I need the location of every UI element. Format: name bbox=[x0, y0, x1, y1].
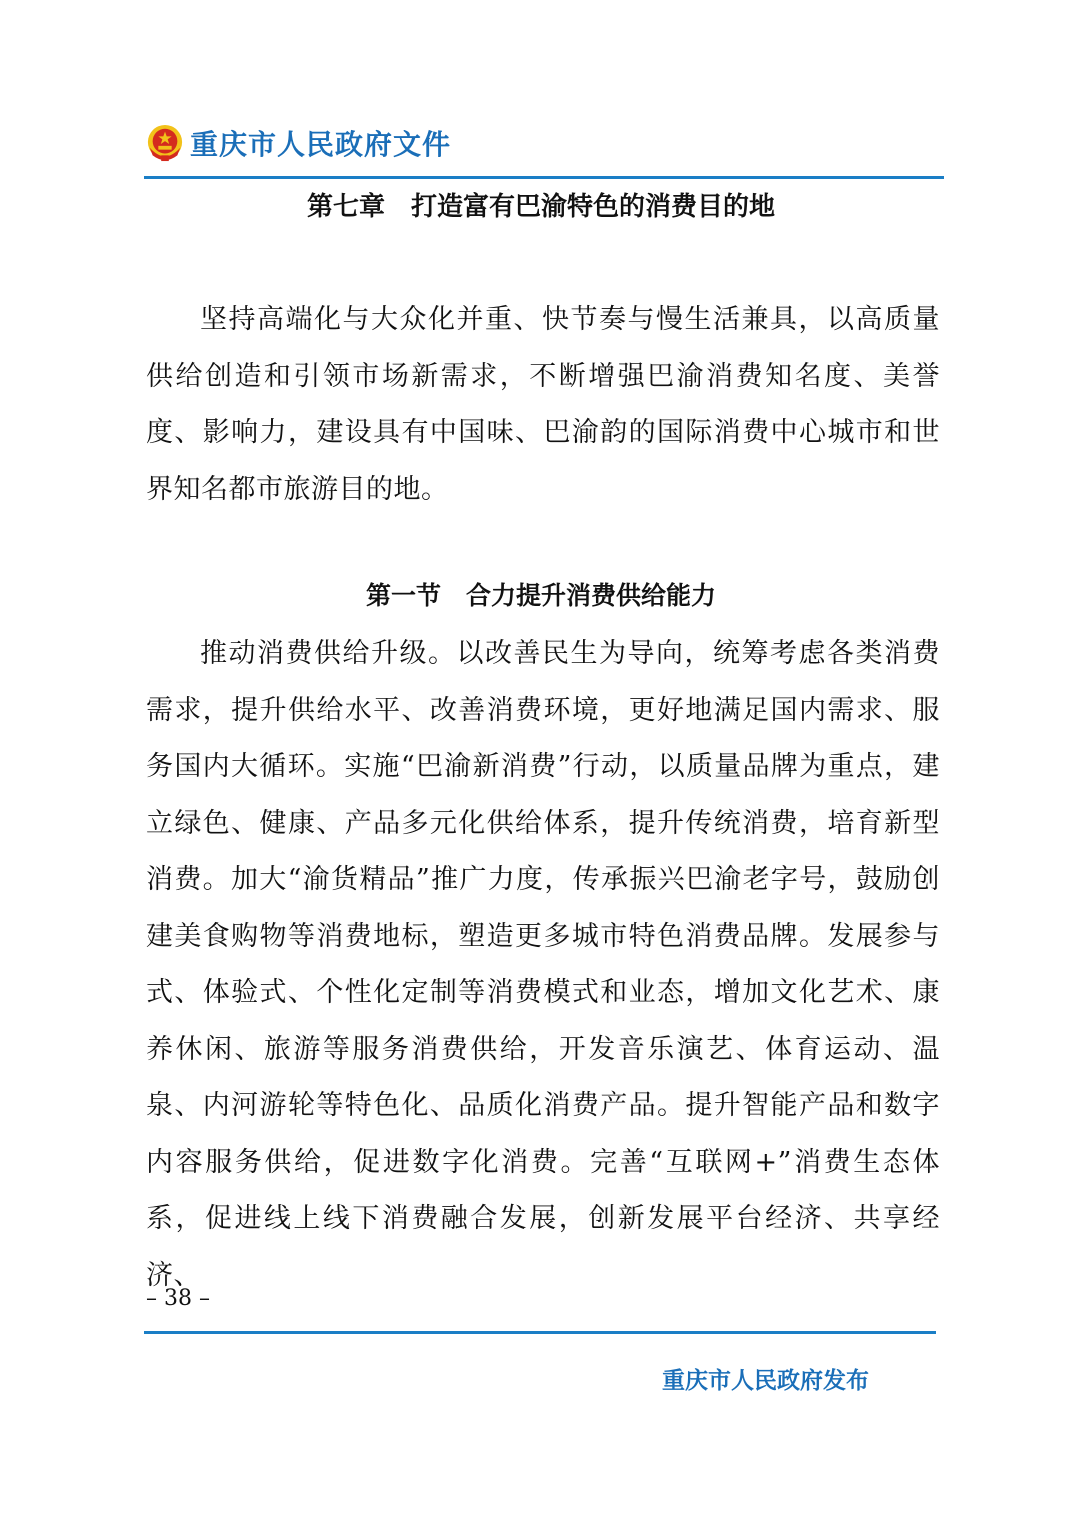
header-title: 重庆市人民政府文件 bbox=[190, 128, 452, 161]
footer-divider bbox=[144, 1331, 936, 1334]
national-emblem-icon bbox=[146, 123, 184, 163]
page-number: – 38 – bbox=[146, 1286, 210, 1311]
chapter-title: 第七章 打造富有巴渝特色的消费目的地 bbox=[306, 192, 775, 222]
document-header bbox=[146, 120, 451, 166]
header-divider bbox=[144, 176, 944, 179]
section-title: 第一节 合力提升消费供给能力 bbox=[365, 581, 716, 610]
section-paragraph: 推动消费供给升级。以改善民生为导向，统筹考虑各类消费需求，提升供给水平、改善消费环境，更好地满足国内需求、服务国内大循环。实施“巴渝新消费”行动，以质量品牌为重点，建立绿色、健康、产品多元化供给体系，提升传统消费，培育新型消费。加大“渝货精品”推广力度，传承振兴巴渝老字号，鼓励创建美食购物等消费地标，塑造更多城市特色消费品牌。发展参与式、体验式、个性化定制等消费模式和业态，增加文化艺术、康养休闲、旅游等服务消费供给，开发音乐演艺、体育运动、温泉、内河游轮等特色化、品质化消费产品。提升智能产品和数字内容服务供给，促进数字化消费。完善“互联网+”消费生态体系，促进线上线下消费融合发展，创新发展平台经济、共享经济、 bbox=[146, 638, 940, 1291]
publisher-label: 重庆市人民政府发布 bbox=[662, 1367, 869, 1394]
intro-paragraph: 坚持高端化与大众化并重、快节奏与慢生活兼具，以高质量供给创造和引领市场新需求，不断增强巴渝消费知名度、美誉度、影响力，建设具有中国味、巴渝韵的国际消费中心城市和世界知名都市旅游目的地。 bbox=[146, 304, 940, 505]
